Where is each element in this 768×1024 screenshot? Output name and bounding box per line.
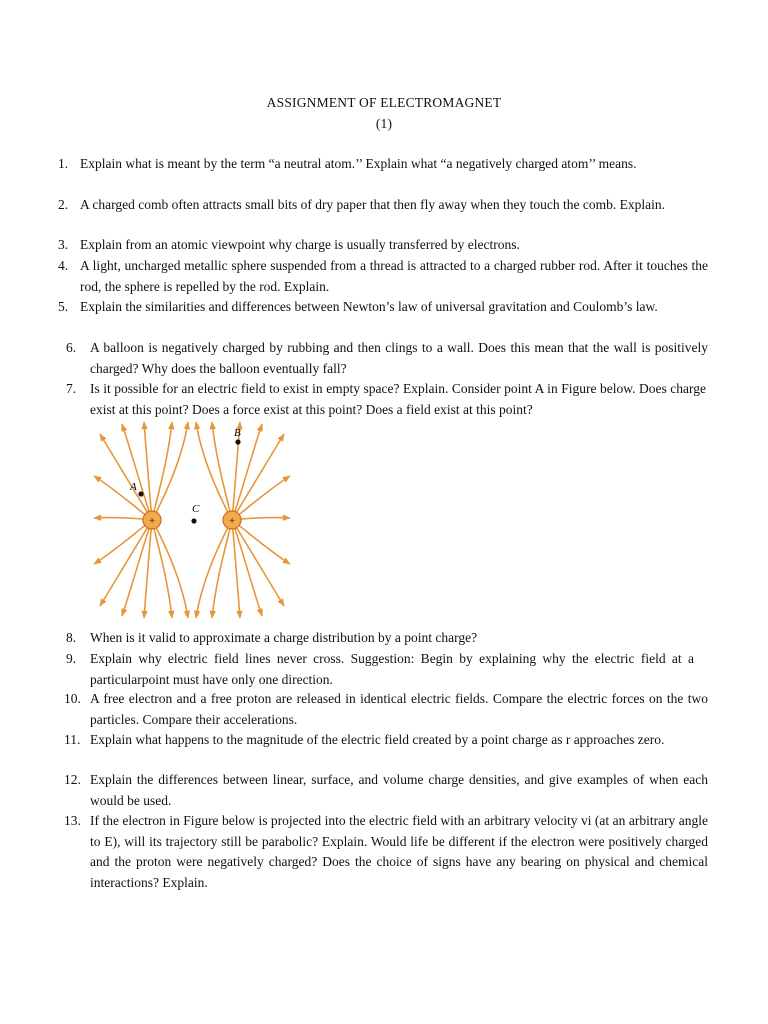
point-a-label: A xyxy=(130,481,137,493)
question-text: Explain what is meant by the term “a neutral atom.’’ Explain what “a negatively charged atom’’ means. xyxy=(80,156,637,171)
question-item xyxy=(58,195,678,216)
question-number: 9. xyxy=(66,651,77,666)
question-number: 3. xyxy=(58,237,69,252)
field-line xyxy=(232,520,290,564)
question-text: Explain the differences between linear, surface, and volume charge densities, and give examples of when each would be used. xyxy=(90,772,708,808)
point-b-label: B xyxy=(234,427,241,439)
question-item xyxy=(66,338,708,379)
electric-field-lines-figure xyxy=(92,420,292,620)
question-item xyxy=(66,628,540,649)
question-number: 2. xyxy=(58,197,69,212)
field-line xyxy=(94,476,152,520)
question-number: 7. xyxy=(66,381,77,396)
question-number: 5. xyxy=(58,299,69,314)
point-b xyxy=(235,439,240,444)
question-item xyxy=(66,649,694,690)
question-number: 13. xyxy=(64,813,81,828)
point-c-label: C xyxy=(192,503,200,515)
question-item xyxy=(58,154,694,175)
field-line xyxy=(94,520,152,564)
document-subtitle: (1) xyxy=(375,116,393,131)
point-c xyxy=(191,518,196,523)
question-text: A light, uncharged metallic sphere suspended from a thread is attracted to a charged rubber rod. After it touches the rod, the sphere is repelled by the rod. Explain. xyxy=(80,258,708,294)
question-number: 6. xyxy=(66,340,77,355)
question-text: Explain the similarities and differences between Newton’s law of universal gravitation and Coulomb’s law. xyxy=(80,299,658,314)
field-line xyxy=(232,476,290,520)
left-charge-sign: + xyxy=(149,516,155,527)
point-a xyxy=(138,491,143,496)
field-line xyxy=(100,520,152,606)
question-text: A balloon is negatively charged by rubbing and then clings to a wall. Does this mean that the wall is positively charged? Why does the balloon eventually fall? xyxy=(90,340,708,376)
field-line xyxy=(100,434,152,520)
question-item xyxy=(66,379,706,420)
field-line xyxy=(232,520,284,606)
question-number: 12. xyxy=(64,772,81,787)
field-line xyxy=(144,520,152,618)
question-text: Explain why electric field lines never cross. Suggestion: Begin by explaining why the electric field at a particularpoint must have only one direction. xyxy=(90,651,694,687)
field-line xyxy=(152,520,172,618)
question-number: 4. xyxy=(58,258,69,273)
field-line xyxy=(232,520,240,618)
question-text: If the electron in Figure below is projected into the electric field with an arbitrary velocity vi (at an arbitrary angle to E), will its trajectory still be parabolic? Explain. Would life be different if the electron were positively charged and the proton were negatively charged? Does the choice of signs have any bearing on physical and chemical interactions? Explain. xyxy=(90,813,708,890)
field-line xyxy=(212,520,232,618)
question-number: 8. xyxy=(66,630,77,645)
question-item xyxy=(64,689,708,730)
field-line xyxy=(212,422,232,520)
right-charge-sign: + xyxy=(229,516,235,527)
question-number: 10. xyxy=(64,691,81,706)
question-item xyxy=(64,730,674,751)
question-number: 1. xyxy=(58,156,69,171)
question-text: Explain from an atomic viewpoint why charge is usually transferred by electrons. xyxy=(80,237,520,252)
question-text: Explain what happens to the magnitude of the electric field created by a point charge as r approaches zero. xyxy=(90,732,665,747)
field-line xyxy=(144,422,152,520)
question-item xyxy=(58,235,620,256)
question-item xyxy=(58,256,708,297)
document-title: ASSIGNMENT OF ELECTROMAGNET xyxy=(266,95,502,110)
question-number: 11. xyxy=(64,732,81,747)
question-text: A free electron and a free proton are released in identical electric fields. Compare the electric forces on the two particles. Compare their accelerations. xyxy=(90,691,708,727)
question-text: When is it valid to approximate a charge distribution by a point charge? xyxy=(90,630,478,645)
field-line xyxy=(152,422,172,520)
question-item xyxy=(64,811,708,893)
question-text: A charged comb often attracts small bits of dry paper that then fly away when they touch the comb. Explain. xyxy=(80,197,665,212)
question-item xyxy=(58,297,708,318)
question-item xyxy=(64,770,708,811)
field-line xyxy=(232,434,284,520)
question-text: Is it possible for an electric field to exist in empty space? Explain. Consider point A in Figure below. Does charge exist at this point? Does a force exist at this point? Does a field exist at this point? xyxy=(90,381,706,417)
